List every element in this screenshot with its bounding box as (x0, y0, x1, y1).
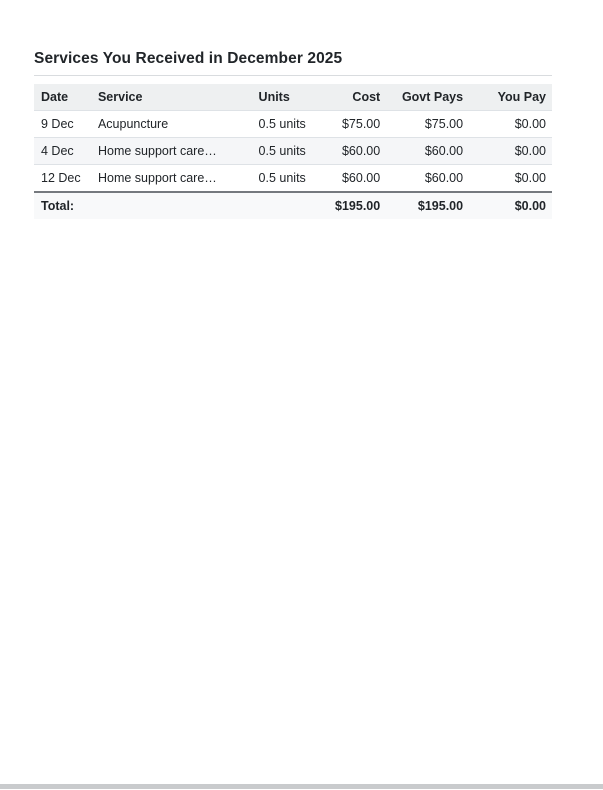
cell-you-pay: $0.00 (514, 117, 546, 131)
cell-units: 0.5 units (258, 171, 306, 185)
total-label: Total: (41, 199, 75, 213)
cell-service: Home support care… (97, 171, 217, 185)
cell-you-pay: $0.00 (514, 144, 546, 158)
services-table (34, 84, 552, 219)
total-cost: $195.00 (335, 199, 381, 213)
table-row (34, 111, 552, 138)
total-govt-pays: $195.00 (417, 199, 464, 213)
cell-date: 4 Dec (41, 144, 74, 158)
cell-cost: $75.00 (341, 117, 381, 131)
page-title: Services You Received in December 2025 (34, 50, 343, 67)
cell-service: Home support care… (97, 144, 217, 158)
cell-you-pay: $0.00 (514, 171, 546, 185)
cell-units: 0.5 units (258, 144, 306, 158)
column-header-units: Units (252, 84, 319, 111)
cell-cost: $60.00 (341, 144, 381, 158)
cell-govt-pays: $60.00 (424, 144, 464, 158)
cell-service: Acupuncture (97, 117, 169, 131)
column-header-cost: Cost (319, 84, 386, 111)
cell-date: 9 Dec (41, 117, 74, 131)
cell-cost: $60.00 (341, 171, 381, 185)
total-you-pay: $0.00 (514, 199, 546, 213)
cell-govt-pays: $60.00 (424, 171, 464, 185)
title-divider (34, 75, 552, 76)
bottom-bar (0, 784, 603, 789)
column-header-service: Service (91, 84, 252, 111)
column-header-date: Date (34, 84, 91, 111)
statement-content (34, 49, 552, 219)
cell-date: 12 Dec (41, 171, 81, 185)
cell-units: 0.5 units (258, 117, 306, 131)
column-header-you-pay: You Pay (469, 84, 552, 111)
table-row (34, 138, 552, 165)
table-header-row (34, 84, 552, 111)
table-row (34, 165, 552, 193)
total-row (34, 192, 552, 219)
cell-govt-pays: $75.00 (424, 117, 464, 131)
column-header-govt-pays: Govt Pays (386, 84, 469, 111)
